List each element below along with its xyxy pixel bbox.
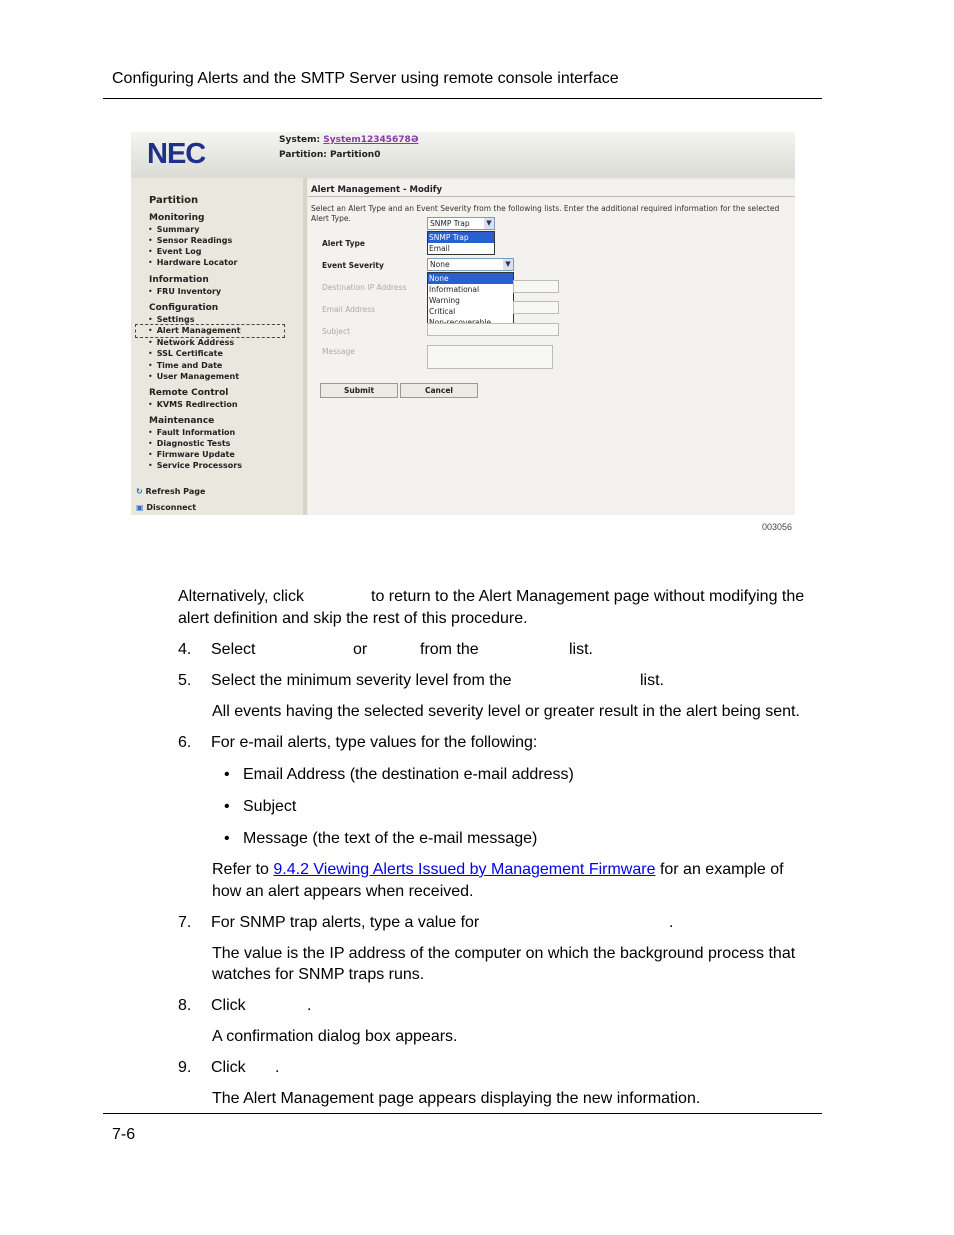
alt-line-1a: Alternatively, click [178,588,304,605]
system-label: System: [279,135,321,145]
refer-line-2: how an alert appears when received. [212,883,474,900]
refresh-icon: ↻ [136,487,143,496]
bullet-icon: • [224,766,230,783]
step-4-d: list. [569,641,593,658]
header-rule [103,98,822,99]
alert-type-dropdown[interactable] [427,231,495,255]
bullet-message: Message (the text of the e-mail message) [243,830,538,847]
disconnect-icon: ▣ [136,503,144,512]
main-title: Alert Management - Modify [311,185,443,195]
nav-maintenance: Maintenance [149,416,215,426]
nav-item-event-log[interactable]: • Event Log [148,247,201,256]
email-address-label: Email Address [322,305,376,314]
step-7-note-1: The value is the IP address of the computer on which the background process that [212,945,796,962]
step-4-c: from the [420,641,479,658]
step-7-text: For SNMP trap alerts, type a value for [211,914,480,931]
dest-ip-input[interactable] [513,280,559,293]
refer-line-1: Refer to 9.4.2 Viewing Alerts Issued by Management Firmware for an example of [212,861,784,878]
system-line [279,135,418,145]
event-severity-label: Event Severity [322,261,384,270]
main-description: Select an Alert Type and an Event Severity from the following lists. Enter the additional required information for the selected Alert Type. [311,204,780,223]
screenshot-banner [131,132,795,178]
alert-type-select[interactable]: SNMP Trap ▼ [427,217,495,230]
nav-item-time-and-date[interactable]: • Time and Date [148,361,222,370]
system-name-link[interactable]: System12345678Ə [323,135,419,145]
step-8-end: . [307,997,312,1014]
step-7-number: 7. [178,914,192,931]
submit-button[interactable]: Submit [320,383,398,398]
alt-line-1b: to return to the Alert Management page without modifying the [371,588,805,605]
step-8-note: A confirmation dialog box appears. [212,1028,458,1045]
event-severity-select[interactable]: None ▼ [427,258,514,271]
step-5-b: list. [640,672,664,689]
step-8-text: Click [211,997,246,1014]
nav-remote-control: Remote Control [149,388,229,398]
nav-panel [131,178,303,515]
message-textarea[interactable] [427,345,553,369]
disconnect-link[interactable]: ▣ Disconnect [136,503,197,512]
nav-partition[interactable]: Partition [149,195,199,206]
severity-option-warning[interactable]: Warning [429,296,460,305]
step-7-end: . [669,914,674,931]
nav-item-firmware-update[interactable]: • Firmware Update [148,450,235,459]
nav-item-kvms-redirection[interactable]: • KVMS Redirection [148,400,238,409]
bullet-icon: • [224,830,230,847]
chevron-down-icon: ▼ [484,218,494,229]
nav-separator [303,178,307,515]
message-label: Message [322,347,355,356]
alert-type-option-email[interactable]: Email [429,244,450,253]
bullet-subject: Subject [243,798,297,815]
nav-configuration: Configuration [149,303,219,313]
nav-item-summary[interactable]: • Summary [148,225,199,234]
page-number: 7-6 [112,1126,136,1143]
dest-ip-label: Destination IP Address [322,283,407,292]
cancel-button[interactable]: Cancel [400,383,478,398]
nav-item-fru-inventory[interactable]: • FRU Inventory [148,287,221,296]
footer-rule [103,1113,822,1114]
step-6-number: 6. [178,734,192,751]
alert-type-option-snmp[interactable]: SNMP Trap [428,232,494,243]
step-9-number: 9. [178,1059,192,1076]
nec-logo: NEC [147,138,206,170]
severity-option-critical[interactable]: Critical [429,307,456,316]
nav-monitoring: Monitoring [149,213,205,223]
step-5-a: Select the minimum severity level from the [211,672,512,689]
step-5-number: 5. [178,672,192,689]
screenshot-figure [131,132,795,515]
nav-item-sensor-readings[interactable]: • Sensor Readings [148,236,232,245]
step-9-note: The Alert Management page appears displaying the new information. [212,1090,701,1107]
step-7-note-2: watches for SNMP traps runs. [212,966,425,983]
nav-item-service-processors[interactable]: • Service Processors [148,461,242,470]
nav-item-settings[interactable]: • Settings [148,315,194,324]
step-9-text: Click [211,1059,246,1076]
subject-input[interactable] [427,323,559,336]
nav-item-ssl-certificate[interactable]: • SSL Certificate [148,349,223,358]
nav-item-diagnostic-tests[interactable]: • Diagnostic Tests [148,439,230,448]
figure-id: 003056 [762,522,793,532]
chevron-down-icon: ▼ [503,259,513,270]
step-4-number: 4. [178,641,192,658]
subject-label: Subject [322,327,351,336]
bullet-icon: • [224,798,230,815]
step-4-a: Select [211,641,256,658]
nav-item-user-management[interactable]: • User Management [148,372,239,381]
nav-item-alert-management[interactable]: • Alert Management [148,326,241,335]
alert-type-label: Alert Type [322,239,365,248]
step-8-number: 8. [178,997,192,1014]
nav-information: Information [149,275,209,285]
alt-line-2: alert definition and skip the rest of this procedure. [178,610,528,627]
partition-line: Partition: Partition0 [279,150,381,160]
nav-item-fault-information[interactable]: • Fault Information [148,428,235,437]
nav-item-hardware-locator[interactable]: • Hardware Locator [148,258,237,267]
step-9-end: . [275,1059,280,1076]
event-severity-dropdown[interactable] [427,272,514,329]
nav-item-network-address[interactable]: • Network Address [148,338,234,347]
severity-option-none[interactable]: None [428,273,513,284]
main-panel [308,180,795,515]
main-title-rule [308,196,795,197]
page-header-title: Configuring Alerts and the SMTP Server using remote console interface [112,70,619,87]
refresh-page-link[interactable]: ↻ Refresh Page [136,487,206,496]
step-4-b: or [353,641,368,658]
severity-option-informational[interactable]: Informational [429,285,480,294]
bullet-email-address: Email Address (the destination e-mail address) [243,766,574,783]
section-link-viewing-alerts[interactable]: 9.4.2 Viewing Alerts Issued by Management Firmware [273,861,656,878]
step-6-text: For e-mail alerts, type values for the following: [211,734,538,751]
email-address-input[interactable] [513,301,559,314]
step-5-note: All events having the selected severity level or greater result in the alert being sent. [212,703,800,720]
